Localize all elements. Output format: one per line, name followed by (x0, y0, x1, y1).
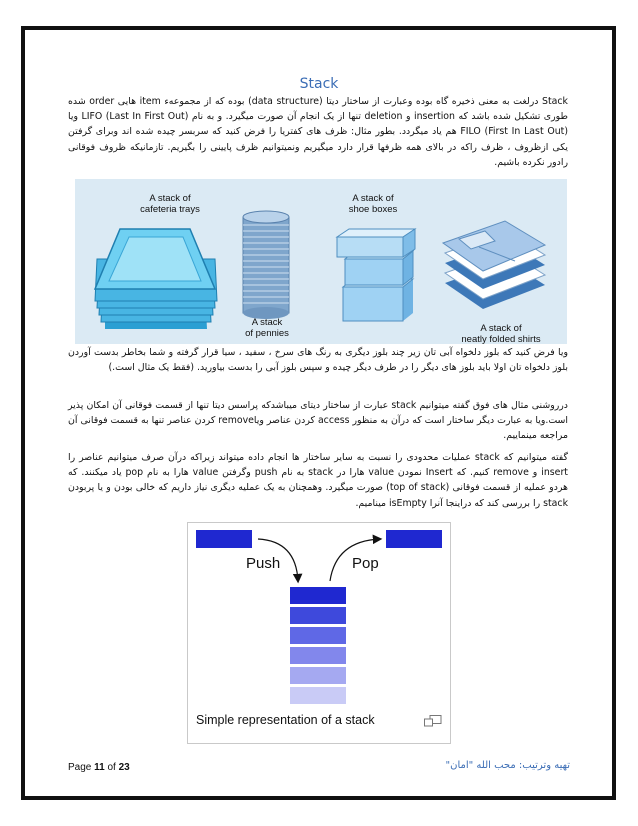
page-title: Stack (299, 76, 339, 92)
stack-cell (290, 647, 346, 664)
page-prefix: Page (68, 762, 92, 773)
stack-cells (290, 587, 346, 704)
shoe-box-stack (337, 229, 415, 321)
push-pop-diagram (187, 522, 451, 744)
diagram-caption: Simple representation of a stack (196, 713, 375, 727)
footer-author: تهیه وترتیب: محب الله "امان" (445, 760, 570, 771)
shirts-label (445, 323, 557, 345)
paragraph-operations: گفته میتوانیم که stack عملیات محدودی را نسبت به سایر ساختار ها انجام داده میتواند زیراکه درآن صرف میتوانیم عناصر را insert و remove کنیم. که Insert نمودن value هارا در stack به نام push وگرفتن value هارا به نام pop یاد میکنند. که هردو عملیه از قسمت فوقانی (top of stack) صورت میگیرد. وهمچنان به یک عملیه دیگری نیاز داریم که خالی بودن و یا پربودن stack را بررسی کند که دراینجا آنرا isEmpty مینامیم. (68, 452, 569, 509)
trays-label (115, 193, 225, 215)
paragraph-top-access: درروشنی مثال های فوق گفته میتوانیم stack عبارت از ساختار دیتای میباشدکه پراسس دیتا تنها از قسمت فوقانی آن امکان پذیر است.ویا به عبارت دیگر ساختار است که درآن به منظور access کردن عناصر ویاremove کردن عناصر تنها به قسمت فوقانی آن مراجعه مینماییم. (68, 400, 568, 442)
push-label: Push (246, 555, 281, 572)
enlarge-icon[interactable] (424, 715, 442, 727)
stack-cell (290, 667, 346, 684)
boxes-label-line1: A stack of (352, 193, 394, 204)
shirt-stack (443, 221, 545, 309)
page-of: of (107, 762, 116, 773)
stack-cell (290, 587, 346, 604)
page-number (68, 762, 130, 773)
push-pop-drawing (188, 523, 450, 709)
paragraph-definition: Stack درلغت به معنی ذخیره گاه بوده وعبارت از ساختار دیتا (data structure) بوده که از مجموعهء item هایی order شده طوری تشکیل شده باشد که insertion و deletion تنها از یک انجام آن صورت میگیرد. و به نام LIFO (Last In First Out) ویا FILO (First In Last Out) هم یاد میگردد. بطور مثال: ظرف های کفتریا را فرض کنید که سربسر چیده شده اند وبرای گرفتن یکی ازظروف ، ظرف راکه در بالای همه ظرفها قرار دارد میگیریم ونمیتوانیم ظرف پایینی را بگیریم. تازمانیکه ظروف فوقانی رادور نکرده باشیم. (68, 96, 568, 168)
stack-cell (290, 687, 346, 704)
penny-stack (243, 211, 289, 319)
shirts-label-line2: neatly folded shirts (461, 334, 541, 345)
stack-cell (290, 627, 346, 644)
page-total: 23 (118, 762, 130, 773)
boxes-label (333, 193, 413, 215)
page-current: 11 (94, 762, 105, 773)
trays-label-line1: A stack of (149, 193, 191, 204)
pennies-label (227, 317, 307, 339)
stacks-illustration (75, 179, 567, 344)
pennies-label-line2: of pennies (245, 328, 289, 339)
pop-element (386, 530, 442, 548)
shirts-label-line1: A stack of (480, 323, 522, 334)
paragraph-example: ویا فرض کنید که بلوز دلخواه آبی تان زیر چند بلوز دیگری به رنگ های سرخ ، سفید ، سیا قرار گرفته و شما بخاطر بدست آوردن بلوز دلخواه تان اولا باید بلوز های دیگر را در طرف دیگر چیده و سپس بلوز آبی را بدست بیاورید. (فقط یک مثال است.) (68, 347, 568, 374)
stack-cell (290, 607, 346, 624)
pennies-label-line1: A stack (251, 317, 283, 328)
trays-label-line2: cafeteria trays (140, 204, 200, 215)
push-element (196, 530, 252, 548)
boxes-label-line2: shoe boxes (348, 204, 398, 215)
tray-stack (95, 229, 217, 329)
pop-label: Pop (352, 555, 379, 572)
